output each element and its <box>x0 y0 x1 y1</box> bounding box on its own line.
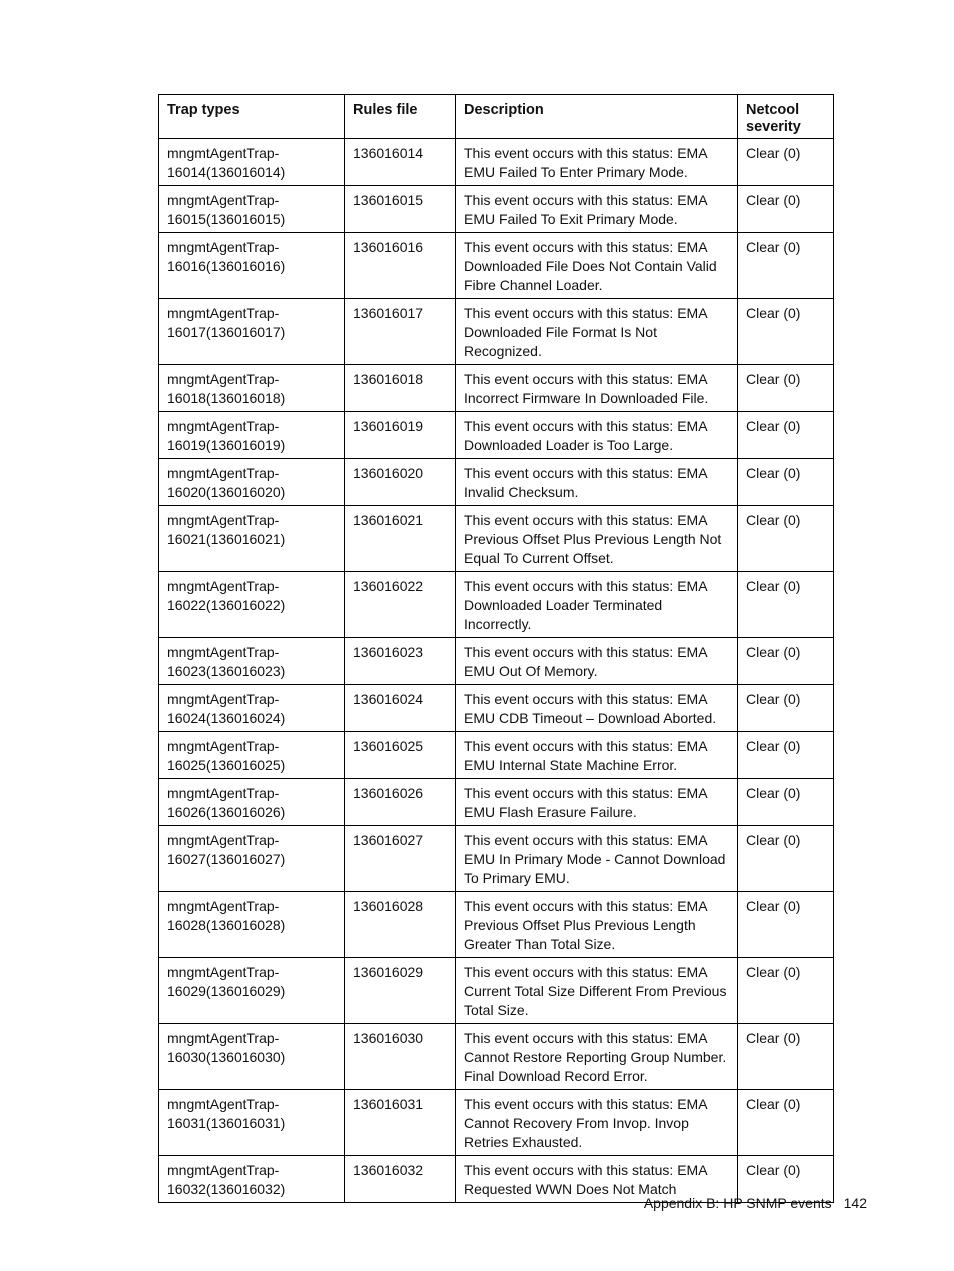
severity-cell: Clear (0) <box>738 506 834 572</box>
header-description: Description <box>456 95 738 139</box>
trap-type-cell: mngmtAgentTrap-16031(136016031) <box>159 1090 345 1156</box>
severity-cell: Clear (0) <box>738 299 834 365</box>
trap-type-cell: mngmtAgentTrap-16016(136016016) <box>159 233 345 299</box>
description-cell: This event occurs with this status: EMA Incorrect Firmware In Downloaded File. <box>456 365 738 412</box>
description-cell: This event occurs with this status: EMA EMU CDB Timeout – Download Aborted. <box>456 685 738 732</box>
table-row <box>159 572 834 638</box>
table-row <box>159 459 834 506</box>
trap-type-cell: mngmtAgentTrap-16021(136016021) <box>159 506 345 572</box>
rules-file-cell: 136016014 <box>345 139 456 186</box>
description-cell: This event occurs with this status: EMA EMU Out Of Memory. <box>456 638 738 685</box>
severity-cell: Clear (0) <box>738 186 834 233</box>
table-header-row <box>159 95 834 139</box>
header-netcool-severity: Netcool severity <box>738 95 834 139</box>
rules-file-cell: 136016017 <box>345 299 456 365</box>
table-row <box>159 139 834 186</box>
description-cell: This event occurs with this status: EMA Downloaded Loader is Too Large. <box>456 412 738 459</box>
severity-cell: Clear (0) <box>738 139 834 186</box>
severity-cell: Clear (0) <box>738 365 834 412</box>
table-row <box>159 826 834 892</box>
description-cell: This event occurs with this status: EMA Downloaded File Does Not Contain Valid Fibre Channel Loader. <box>456 233 738 299</box>
rules-file-cell: 136016021 <box>345 506 456 572</box>
rules-file-cell: 136016030 <box>345 1024 456 1090</box>
severity-cell: Clear (0) <box>738 1090 834 1156</box>
page-number: 142 <box>843 1195 867 1211</box>
trap-type-cell: mngmtAgentTrap-16019(136016019) <box>159 412 345 459</box>
rules-file-cell: 136016028 <box>345 892 456 958</box>
severity-cell: Clear (0) <box>738 638 834 685</box>
description-cell: This event occurs with this status: EMA Downloaded File Format Is Not Recognized. <box>456 299 738 365</box>
description-cell: This event occurs with this status: EMA Previous Offset Plus Previous Length Not Equal To Current Offset. <box>456 506 738 572</box>
footer-section-title: Appendix B: HP SNMP events <box>643 1195 832 1211</box>
trap-type-cell: mngmtAgentTrap-16014(136016014) <box>159 139 345 186</box>
trap-type-cell: mngmtAgentTrap-16018(136016018) <box>159 365 345 412</box>
severity-cell: Clear (0) <box>738 1156 834 1203</box>
rules-file-cell: 136016024 <box>345 685 456 732</box>
table-row <box>159 1024 834 1090</box>
rules-file-cell: 136016032 <box>345 1156 456 1203</box>
description-cell: This event occurs with this status: EMA EMU Flash Erasure Failure. <box>456 779 738 826</box>
severity-cell: Clear (0) <box>738 233 834 299</box>
trap-type-cell: mngmtAgentTrap-16028(136016028) <box>159 892 345 958</box>
snmp-trap-table <box>158 94 834 1203</box>
table-row <box>159 412 834 459</box>
description-cell: This event occurs with this status: EMA EMU In Primary Mode - Cannot Download To Primary EMU. <box>456 826 738 892</box>
severity-cell: Clear (0) <box>738 685 834 732</box>
trap-type-cell: mngmtAgentTrap-16026(136016026) <box>159 779 345 826</box>
severity-cell: Clear (0) <box>738 958 834 1024</box>
rules-file-cell: 136016022 <box>345 572 456 638</box>
description-cell: This event occurs with this status: EMA EMU Failed To Exit Primary Mode. <box>456 186 738 233</box>
table-row <box>159 892 834 958</box>
table-row <box>159 685 834 732</box>
rules-file-cell: 136016026 <box>345 779 456 826</box>
trap-type-cell: mngmtAgentTrap-16030(136016030) <box>159 1024 345 1090</box>
table-body <box>159 139 834 1203</box>
severity-cell: Clear (0) <box>738 459 834 506</box>
description-cell: This event occurs with this status: EMA Previous Offset Plus Previous Length Greater Than Total Size. <box>456 892 738 958</box>
severity-cell: Clear (0) <box>738 779 834 826</box>
severity-cell: Clear (0) <box>738 572 834 638</box>
table-row <box>159 732 834 779</box>
trap-type-cell: mngmtAgentTrap-16032(136016032) <box>159 1156 345 1203</box>
rules-file-cell: 136016027 <box>345 826 456 892</box>
trap-type-cell: mngmtAgentTrap-16027(136016027) <box>159 826 345 892</box>
rules-file-cell: 136016018 <box>345 365 456 412</box>
trap-type-cell: mngmtAgentTrap-16017(136016017) <box>159 299 345 365</box>
rules-file-cell: 136016019 <box>345 412 456 459</box>
rules-file-cell: 136016031 <box>345 1090 456 1156</box>
severity-cell: Clear (0) <box>738 826 834 892</box>
table-row <box>159 958 834 1024</box>
rules-file-cell: 136016029 <box>345 958 456 1024</box>
table-row <box>159 1090 834 1156</box>
description-cell: This event occurs with this status: EMA EMU Failed To Enter Primary Mode. <box>456 139 738 186</box>
page-footer <box>644 1195 867 1211</box>
description-cell: This event occurs with this status: EMA EMU Internal State Machine Error. <box>456 732 738 779</box>
table-row <box>159 779 834 826</box>
trap-type-cell: mngmtAgentTrap-16025(136016025) <box>159 732 345 779</box>
rules-file-cell: 136016015 <box>345 186 456 233</box>
trap-type-cell: mngmtAgentTrap-16029(136016029) <box>159 958 345 1024</box>
description-cell: This event occurs with this status: EMA Invalid Checksum. <box>456 459 738 506</box>
description-cell: This event occurs with this status: EMA Cannot Restore Reporting Group Number. Final Download Record Error. <box>456 1024 738 1090</box>
trap-type-cell: mngmtAgentTrap-16022(136016022) <box>159 572 345 638</box>
header-trap-types: Trap types <box>159 95 345 139</box>
table-row <box>159 365 834 412</box>
trap-type-cell: mngmtAgentTrap-16024(136016024) <box>159 685 345 732</box>
table-row <box>159 506 834 572</box>
table-row <box>159 638 834 685</box>
rules-file-cell: 136016023 <box>345 638 456 685</box>
severity-cell: Clear (0) <box>738 1024 834 1090</box>
rules-file-cell: 136016020 <box>345 459 456 506</box>
severity-cell: Clear (0) <box>738 412 834 459</box>
table-row <box>159 299 834 365</box>
trap-type-cell: mngmtAgentTrap-16020(136016020) <box>159 459 345 506</box>
description-cell: This event occurs with this status: EMA Downloaded Loader Terminated Incorrectly. <box>456 572 738 638</box>
description-cell: This event occurs with this status: EMA Requested WWN Does Not Match <box>456 1156 738 1203</box>
severity-cell: Clear (0) <box>738 892 834 958</box>
header-rules-file: Rules file <box>345 95 456 139</box>
description-cell: This event occurs with this status: EMA Cannot Recovery From Invop. Invop Retries Exhausted. <box>456 1090 738 1156</box>
rules-file-cell: 136016016 <box>345 233 456 299</box>
description-cell: This event occurs with this status: EMA Current Total Size Different From Previous Total Size. <box>456 958 738 1024</box>
table-row <box>159 233 834 299</box>
table-row <box>159 186 834 233</box>
rules-file-cell: 136016025 <box>345 732 456 779</box>
severity-cell: Clear (0) <box>738 732 834 779</box>
trap-type-cell: mngmtAgentTrap-16023(136016023) <box>159 638 345 685</box>
trap-type-cell: mngmtAgentTrap-16015(136016015) <box>159 186 345 233</box>
